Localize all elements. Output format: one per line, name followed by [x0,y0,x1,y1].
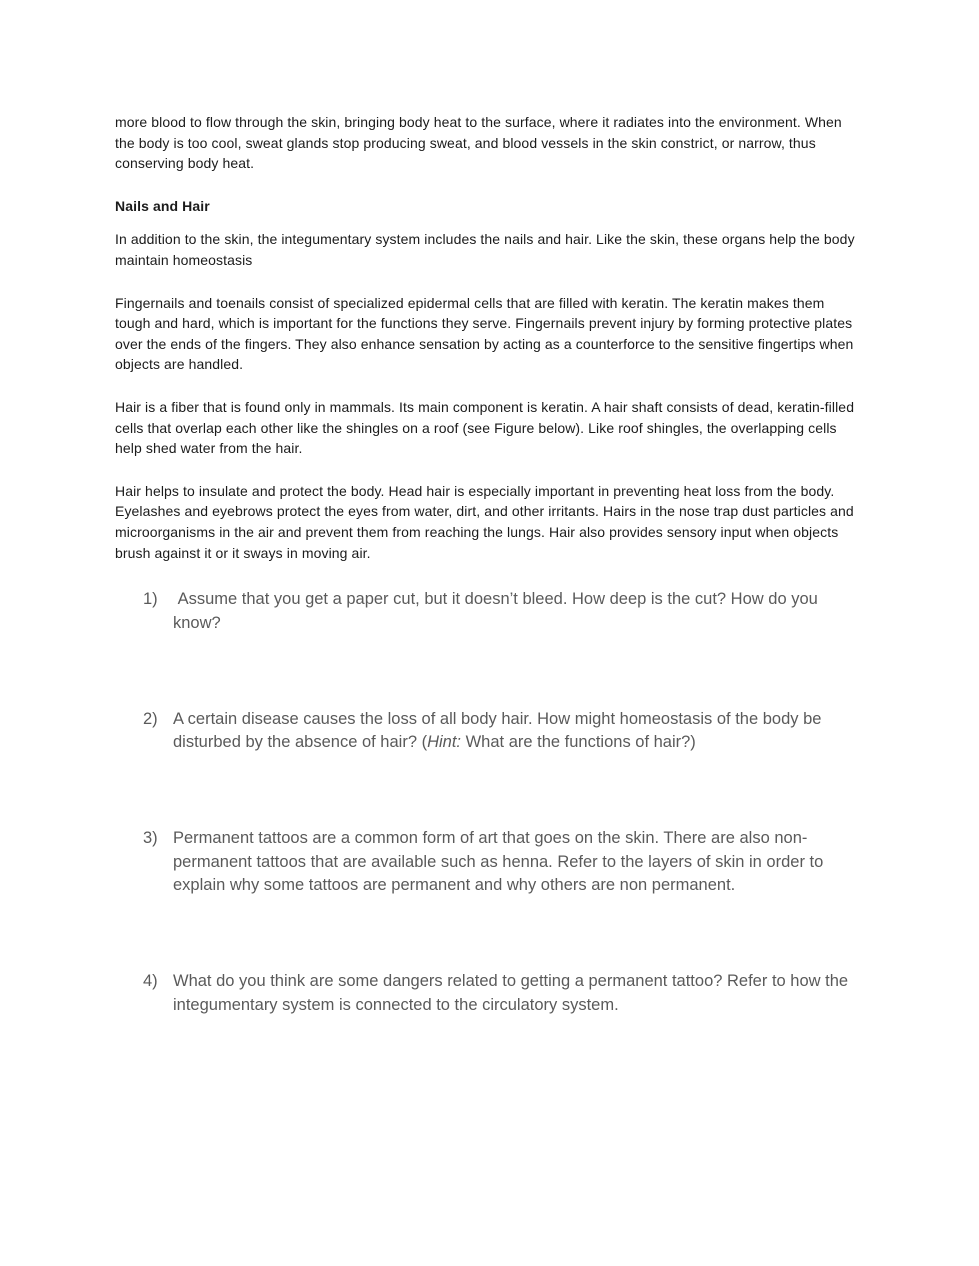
question-list [115,588,863,1017]
paragraph-hair-functions: Hair helps to insulate and protect the body. Head hair is especially important in preventing heat loss from the body. Eyelashes and eyebrows protect the eyes from water, dirt, and other irritants. Hairs in the nose trap dust particles and microorganisms in the air and prevent them from reaching the lungs. Hair also provides sensory input when objects brush against it or it sways in moving air. [115,482,854,561]
section-heading-nails-and-hair: Nails and Hair [115,197,210,214]
paragraph-body-heat: more blood to flow through the skin, bringing body heat to the surface, where it radiates into the environment. When the body is too cool, sweat glands stop producing sweat, and blood vessels in the skin constrict, or narrow, thus conserving body heat. [115,114,842,172]
question-4-text: What do you think are some dangers related to getting a permanent tattoo? Refer to how the integumentary system is connected to the circulatory system. [173,972,853,1014]
question-2-text-before-hint: A certain disease causes the loss of all body hair. How might homeostasis of the body be disturbed by the absence of hair? ( [173,709,827,752]
question-2-hint-label: Hint: [427,733,462,752]
question-1 [143,588,863,635]
question-4-number: 4) [143,972,158,991]
question-4 [143,970,863,1017]
paragraph-fingernails: Fingernails and toenails consist of specialized epidermal cells that are filled with keratin. The keratin makes them tough and hard, which is important for the functions they serve. Fingernails prevent injury by forming protective plates over the ends of the fingers. They also enhance sensation by acting as a counterforce to the sensitive fingertips when objects are handled. [115,294,854,373]
question-2 [143,708,863,755]
question-2-text-after-hint: What are the functions of hair?) [461,733,696,752]
document-content [115,112,863,1017]
question-2-text [173,708,863,755]
question-1-number: 1) [143,590,158,609]
question-3-text: Permanent tattoos are a common form of art that goes on the skin. There are also non-permanent tattoos that are available such as henna. Refer to the layers of skin in order to explain why some tattoos are permanent and why others are non permanent. [173,828,828,895]
paragraph-nails-hair-intro: In addition to the skin, the integumentary system includes the nails and hair. Like the skin, these organs help the body maintain homeostasis [115,231,855,268]
question-3 [143,827,863,898]
question-3-number: 3) [143,828,158,847]
paragraph-hair-fiber: Hair is a fiber that is found only in mammals. Its main component is keratin. A hair shaft consists of dead, keratin-filled cells that overlap each other like the shingles on a roof (see Figure below). Like roof shingles, the overlapping cells help shed water from the hair. [115,398,855,457]
question-2-number: 2) [143,709,158,728]
question-1-text: Assume that you get a paper cut, but it doesn’t bleed. How deep is the cut? How do you know? [173,590,823,632]
